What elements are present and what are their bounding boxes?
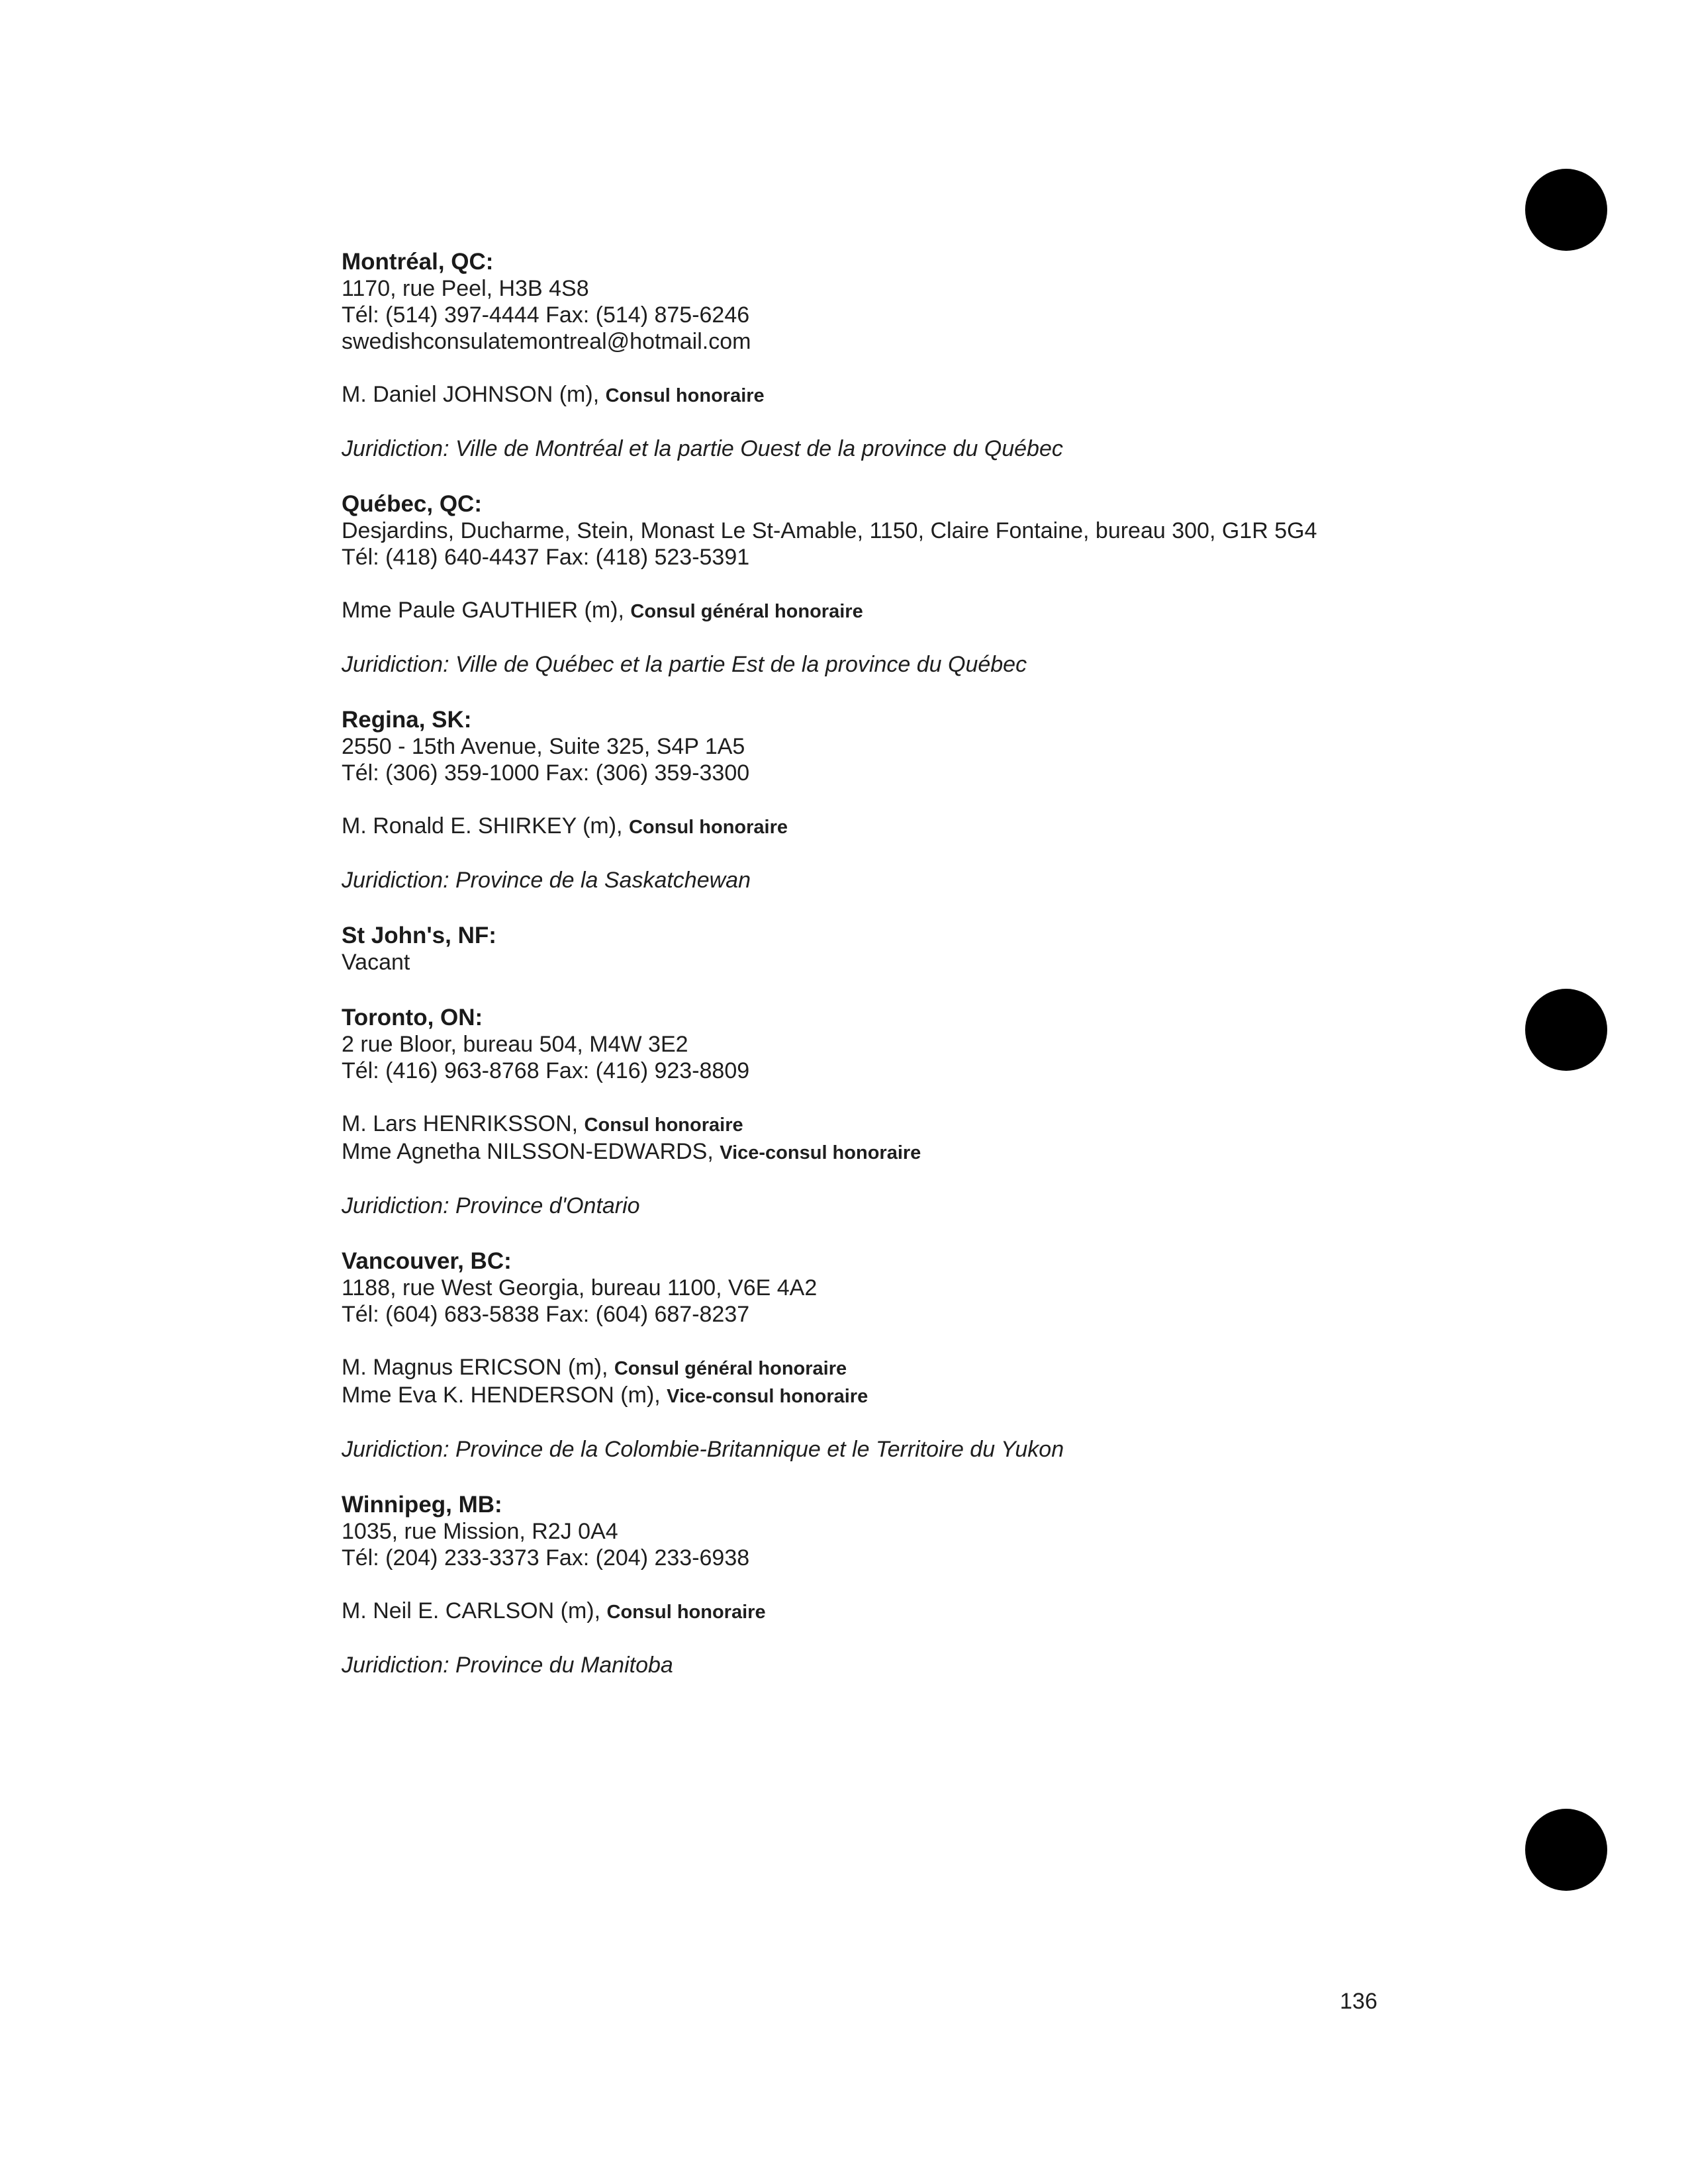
consul-name: M. Lars HENRIKSSON, <box>342 1111 579 1136</box>
consul-line <box>342 1111 1533 1138</box>
consulate-entry <box>342 707 1533 893</box>
city-heading: St John's, NF: <box>342 923 496 948</box>
consul-name: M. Neil E. CARLSON (m), <box>342 1598 601 1623</box>
consul-title: Consul général honoraire <box>630 601 863 622</box>
address-line: Desjardins, Ducharme, Stein, Monast Le St-Amable, 1150, Claire Fontaine, bureau 300, G1R 5G4 <box>342 518 1317 543</box>
punch-hole-top <box>1525 169 1607 251</box>
page-number: 136 <box>1340 1989 1378 2014</box>
consul-name: M. Ronald E. SHIRKEY (m), <box>342 813 623 839</box>
consul-line <box>342 1354 1533 1382</box>
address-line: Tél: (306) 359-1000 Fax: (306) 359-3300 <box>342 760 750 786</box>
consulate-entry <box>342 249 1533 462</box>
city-heading: Vancouver, BC: <box>342 1248 512 1274</box>
address-line: Vacant <box>342 950 410 975</box>
consul-line <box>342 597 1533 625</box>
jurisdiction: Juridiction: Ville de Québec et la partie Est de la province du Québec <box>342 652 1027 677</box>
consulate-entry <box>342 491 1533 678</box>
consulate-entry <box>342 923 1533 976</box>
consul-title: Consul général honoraire <box>614 1358 847 1379</box>
consul-name: Mme Eva K. HENDERSON (m), <box>342 1383 661 1408</box>
city-heading: Winnipeg, MB: <box>342 1492 502 1518</box>
city-heading: Toronto, ON: <box>342 1005 483 1030</box>
consulate-entry <box>342 1005 1533 1219</box>
consulate-entry <box>342 1492 1533 1678</box>
address-line: 1035, rue Mission, R2J 0A4 <box>342 1519 618 1544</box>
consul-line <box>342 1382 1533 1410</box>
consul-title: Vice-consul honoraire <box>667 1386 868 1407</box>
consul-title: Consul honoraire <box>606 1602 766 1623</box>
city-heading: Québec, QC: <box>342 491 482 517</box>
consul-title: Vice-consul honoraire <box>720 1142 921 1163</box>
city-heading: Montréal, QC: <box>342 249 494 275</box>
jurisdiction: Juridiction: Province d'Ontario <box>342 1193 640 1218</box>
address-line: Tél: (418) 640-4437 Fax: (418) 523-5391 <box>342 545 750 570</box>
punch-hole-middle <box>1525 989 1607 1071</box>
address-line: Tél: (204) 233-3373 Fax: (204) 233-6938 <box>342 1545 750 1570</box>
consulate-list <box>342 249 1533 1707</box>
address-line: Tél: (514) 397-4444 Fax: (514) 875-6246 <box>342 302 750 328</box>
consul-title: Consul honoraire <box>584 1115 743 1136</box>
consul-title: Consul honoraire <box>628 817 788 838</box>
jurisdiction: Juridiction: Province de la Saskatchewan <box>342 868 751 893</box>
address-line: 2550 - 15th Avenue, Suite 325, S4P 1A5 <box>342 734 745 759</box>
consul-title: Consul honoraire <box>605 385 765 406</box>
jurisdiction: Juridiction: Ville de Montréal et la partie Ouest de la province du Québec <box>342 436 1063 461</box>
jurisdiction: Juridiction: Province du Manitoba <box>342 1653 673 1678</box>
consul-line <box>342 381 1533 409</box>
consul-name: Mme Agnetha NILSSON-EDWARDS, <box>342 1139 714 1164</box>
address-line: 1188, rue West Georgia, bureau 1100, V6E 4A2 <box>342 1275 818 1300</box>
consul-line <box>342 813 1533 841</box>
address-line: Tél: (604) 683-5838 Fax: (604) 687-8237 <box>342 1302 750 1327</box>
consul-name: Mme Paule GAUTHIER (m), <box>342 598 624 623</box>
consul-name: M. Magnus ERICSON (m), <box>342 1355 608 1380</box>
punch-hole-bottom <box>1525 1809 1607 1891</box>
address-line: Tél: (416) 963-8768 Fax: (416) 923-8809 <box>342 1058 750 1083</box>
address-line: 2 rue Bloor, bureau 504, M4W 3E2 <box>342 1032 688 1057</box>
city-heading: Regina, SK: <box>342 707 472 733</box>
consul-line <box>342 1138 1533 1166</box>
consulate-entry <box>342 1248 1533 1463</box>
jurisdiction: Juridiction: Province de la Colombie-Britannique et le Territoire du Yukon <box>342 1437 1064 1462</box>
address-line: 1170, rue Peel, H3B 4S8 <box>342 276 589 301</box>
consul-name: M. Daniel JOHNSON (m), <box>342 382 600 407</box>
address-line: swedishconsulatemontreal@hotmail.com <box>342 329 751 354</box>
consul-line <box>342 1598 1533 1625</box>
